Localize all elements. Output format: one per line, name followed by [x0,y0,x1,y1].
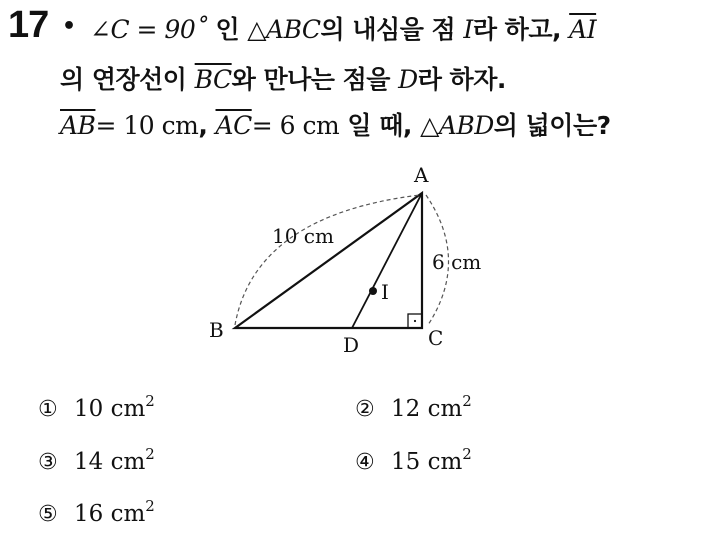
line2-text-1: 의 연장선이 [60,65,195,94]
choice-3-number: ③ [38,450,58,475]
line3-text-2: 의 넓이는? [493,111,611,140]
line1-text-3: 라 하고, [472,15,570,44]
choice-5[interactable] [38,497,155,527]
choice-2-value: 12 cm [391,396,463,422]
choice-5-value: 16 cm [74,501,146,527]
choice-1[interactable] [38,392,155,422]
angle-condition: ∠C = 90˚ [90,15,208,44]
point-d: D [398,65,418,94]
label-b: B [209,318,224,342]
choice-1-number: ① [38,397,58,422]
segment-ai: $\overline{AI}$ [569,15,597,44]
line3-text-1: 일 때, [339,111,421,140]
right-angle-dot [414,320,416,322]
question-line-3 [60,106,611,142]
choice-3[interactable] [38,445,155,475]
length-ab: = 10 cm [95,111,199,140]
line2-text-3: 라 하자. [417,65,506,94]
length-label-ab: 10 cm [272,224,334,248]
choice-5-exponent: 2 [145,497,155,515]
choice-2[interactable] [355,392,472,422]
label-c: C [428,326,444,350]
choice-4-number: ④ [355,450,375,475]
line3-sep: , [198,111,216,140]
segment-ad-line [352,193,422,328]
choice-2-number: ② [355,397,375,422]
label-d: D [343,333,360,357]
segment-bc: $\overline{BC}$ [194,65,232,94]
triangle-abc-shape [235,193,422,328]
line1-text-2: 의 내심을 점 [320,15,464,44]
question-number-dot: • [62,14,77,39]
choice-3-value: 14 cm [74,449,146,475]
line1-text-1: 인 [207,15,248,44]
question-line-2 [60,60,506,96]
segment-ac: $\overline{AC}$ [215,111,252,140]
triangle-figure [180,155,510,365]
point-i: I [463,15,473,44]
choice-5-number: ⑤ [38,502,58,527]
question-line-1 [90,10,596,46]
length-ac: = 6 cm [251,111,340,140]
triangle-abd: △ABD [420,111,494,140]
choice-4[interactable] [355,445,472,475]
choice-1-exponent: 2 [145,392,155,410]
choice-1-value: 10 cm [74,396,146,422]
segment-ab: $\overline{AB}$ [60,111,96,140]
choice-4-value: 15 cm [391,449,463,475]
triangle-abc: △ABC [247,15,321,44]
choice-4-exponent: 2 [462,445,472,463]
length-label-ac: 6 cm [432,250,482,274]
choice-2-exponent: 2 [462,392,472,410]
incenter-point [369,287,377,295]
question-number: 17 [8,4,49,46]
choice-3-exponent: 2 [145,445,155,463]
line2-text-2: 와 만나는 점을 [231,65,399,94]
label-a: A [414,163,429,187]
label-i: I [381,280,389,304]
